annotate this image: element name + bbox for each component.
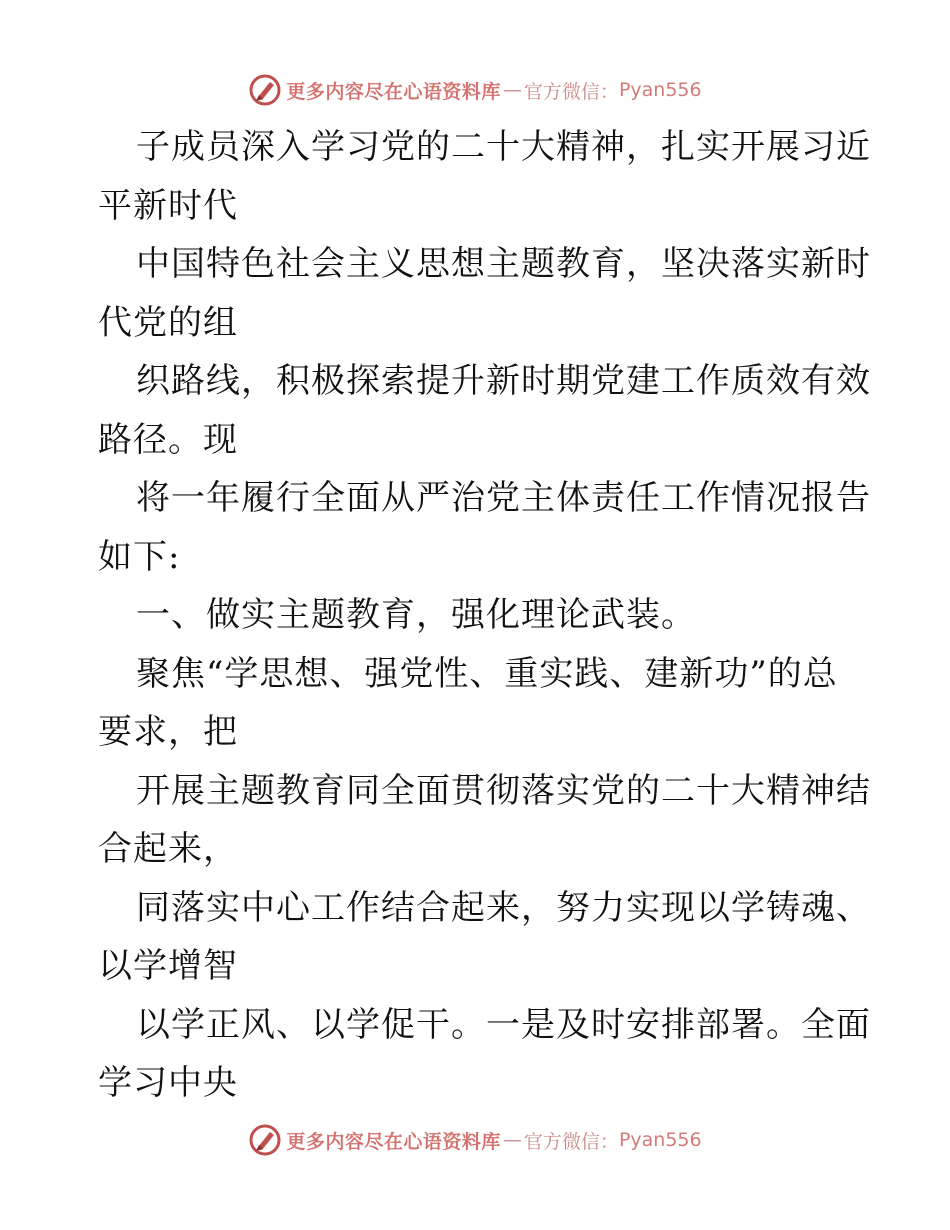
watermark-id: Pyan556 bbox=[618, 1129, 702, 1151]
watermark-label: 官方微信： bbox=[523, 1130, 619, 1153]
footer-watermark bbox=[0, 1120, 950, 1160]
body-line: 同落实中心工作结合起来，努力实现以学铸魂、 bbox=[136, 887, 871, 928]
header-watermark bbox=[0, 70, 950, 110]
body-line: 开展主题教育同全面贯彻落实党的二十大精神结 bbox=[136, 770, 871, 811]
body-line: 织路线，积极探索提升新时期党建工作质效有效 bbox=[136, 361, 871, 401]
body-line: 以学增智 bbox=[98, 946, 238, 986]
watermark-separator: — bbox=[502, 1129, 522, 1151]
watermark-label: 官方微信： bbox=[523, 80, 619, 103]
pen-nib-logo-icon bbox=[248, 73, 282, 107]
body-line: 要求，把 bbox=[98, 712, 238, 752]
body-line: 将一年履行全面从严治党主体责任工作情况报告 bbox=[136, 478, 871, 518]
body-line: 聚焦“学思想、强党性、重实践、建新功”的总 bbox=[136, 653, 838, 694]
document-body bbox=[98, 118, 871, 1113]
watermark-site-text: 更多内容尽在心语资料库 bbox=[286, 1130, 501, 1153]
body-line: 平新时代 bbox=[98, 185, 238, 226]
body-line: 中国特色社会主义思想主题教育，坚决落实新时 bbox=[136, 244, 871, 284]
body-line: 如下: bbox=[98, 536, 181, 577]
watermark-id: Pyan556 bbox=[618, 79, 702, 101]
body-line: 代党的组 bbox=[98, 302, 238, 343]
body-line: 合起来， bbox=[98, 829, 238, 869]
body-line: 学习中央 bbox=[98, 1063, 238, 1103]
body-line: 子成员深入学习党的二十大精神，扎实开展习近 bbox=[136, 127, 871, 167]
watermark-site-text: 更多内容尽在心语资料库 bbox=[286, 80, 501, 103]
watermark-separator: — bbox=[502, 79, 522, 101]
body-line: 以学正风、以学促干。一是及时安排部署。全面 bbox=[136, 1004, 871, 1045]
body-line: 路径。现 bbox=[98, 419, 238, 460]
pen-nib-logo-icon bbox=[248, 1123, 282, 1157]
section-heading: 一、做实主题教育，强化理论武装。 bbox=[136, 595, 696, 635]
